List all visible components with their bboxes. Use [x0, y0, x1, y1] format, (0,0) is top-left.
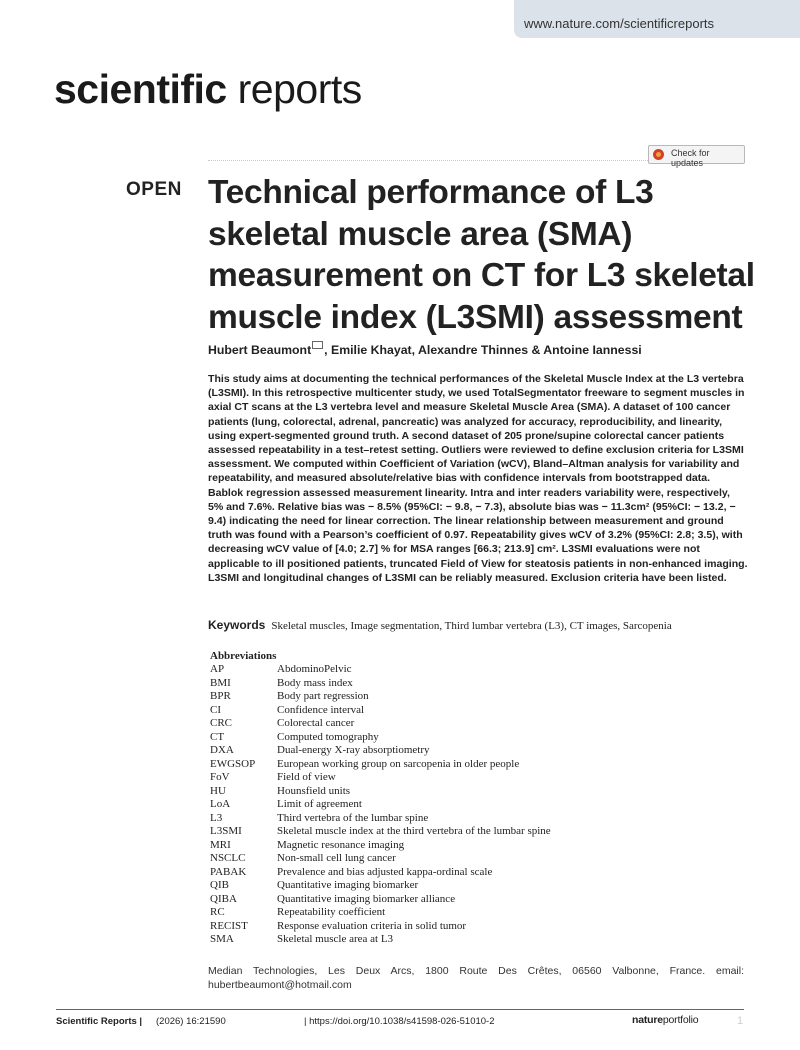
abstract: This study aims at documenting the technical performances of the Skeletal Muscle Index at the L3 vertebra (L3SMI). In this retrospective multicenter study, we used TotalSegmentator freeware to segment muscles in axial CT scans at the L3 vertebra level and measure Skeletal Muscle Area (SMA). A dataset of 100 cancer patients (lung, colorectal, adrenal, pancreatic) was analyzed for accuracy, reproducibility, and linearity, using expert-segmented ground truth. A second dataset of 205 prone/supine colorectal cancer patients assessed repeatability in a test–retest setting. Outliers were reviewed to define exclusion criteria for L3SMI assessment. We computed within Coefficient of Variation (wCV), Bland–Altman analysis for variability and repeatability, and measured absolute/relative bias with confidence intervals from bootstrapped data. Bablok regression assessed measurement linearity. Intra and inter readers variability were, respectively, 5% and 7.6%. Relative bias was − 8.5% (95%CI: − 9.8, − 7.3), absolute bias was − 11.3cm² (95%CI: − 13.2, − 9.4) indicating the need for linear correction. The linear relationship between measurement and ground truth was found with a Pearson’s coefficient of 0.97. Repeatability gives wCV of 3.2% (95%CI: 2.8; 3.5), with decreasing wCV value of [4.0; 2.7] % for MSA ranges [66.3; 213.9] cm². L3SMI evaluations were not applicable to ill positioned patients, truncated Field of View for steatosis patients in non-enhanced imaging. L3SMI and longitudinal changes of L3SMI can be reliably measured. Exclusion criteria have been listed.	[208, 373, 748, 584]
check-for-updates-button[interactable]	[648, 145, 745, 168]
affiliation-email[interactable]: hubertbeaumont@hotmail.com	[208, 979, 352, 991]
abbreviation-row	[210, 731, 551, 745]
abbreviation-term: DXA	[210, 744, 234, 756]
abbreviation-row	[210, 893, 551, 907]
abbreviation-term: CI	[210, 703, 221, 716]
page-number: 1	[737, 1015, 744, 1027]
abbreviation-term: QIB	[210, 879, 229, 891]
publisher-light: portfolio	[662, 1014, 699, 1026]
abbreviation-row	[210, 852, 551, 866]
abbreviation-term: BMI	[210, 676, 231, 689]
abbreviation-row	[210, 704, 551, 718]
abbreviation-term: FoV	[210, 771, 230, 783]
abbreviation-term: MRI	[210, 838, 231, 851]
footer-doi[interactable]: | https://doi.org/10.1038/s41598-026-51010-2	[304, 1016, 495, 1027]
journal-url[interactable]: www.nature.com/scientificreports	[524, 16, 715, 31]
keywords-text: Skeletal muscles, Image segmentation, Third lumbar vertebra (L3), CT images, Sarcopenia	[271, 620, 672, 632]
abbreviation-definition: European working group on sarcopenia in older people	[277, 757, 520, 770]
author-list	[208, 343, 642, 357]
check-for-updates-label: Check for updates	[671, 148, 710, 168]
abbreviation-row	[210, 879, 551, 893]
abbreviation-term: QIBA	[210, 892, 237, 905]
publisher-bold: nature	[632, 1014, 663, 1026]
abbreviation-row	[210, 798, 551, 812]
abbreviation-definition: Third vertebra of the lumbar spine	[277, 811, 429, 824]
abbreviation-row	[210, 920, 551, 934]
journal-url-bar	[514, 0, 800, 38]
keywords-label: Keywords	[208, 618, 266, 632]
abbreviation-definition: Non-small cell lung cancer	[277, 852, 396, 864]
abbreviation-row	[210, 677, 551, 691]
abbreviation-term: L3	[210, 811, 223, 824]
abbreviation-term: PABAK	[210, 865, 247, 878]
abbreviation-definition: Prevalence and bias adjusted kappa-ordinal scale	[277, 865, 493, 878]
abbreviation-definition: Dual-energy X-ray absorptiometry	[277, 744, 430, 756]
abbreviation-definition: Limit of agreement	[277, 798, 362, 810]
abbreviation-definition: Magnetic resonance imaging	[277, 838, 405, 851]
abbreviation-row	[210, 663, 551, 677]
abbreviation-term: RC	[210, 906, 225, 918]
article-title: Technical performance of L3 skeletal muscle area (SMA) measurement on CT for L3 skeletal muscle index (L3SMI) assessment	[208, 174, 755, 336]
abbreviation-term: RECIST	[210, 919, 248, 932]
abbreviation-row	[210, 825, 551, 839]
abbreviation-row	[210, 839, 551, 853]
keywords	[208, 618, 672, 632]
crossmark-icon	[653, 149, 664, 160]
abbreviations-list	[210, 649, 551, 947]
abbreviation-definition: Quantitative imaging biomarker alliance	[277, 892, 456, 905]
logo-light-part: reports	[237, 66, 362, 112]
abbreviation-definition: Computed tomography	[277, 730, 379, 743]
abbreviation-definition: Field of view	[277, 771, 336, 783]
abbreviation-definition: Quantitative imaging biomarker	[277, 879, 419, 891]
footer-volume: (2026) 16:21590	[156, 1016, 226, 1027]
journal-logo[interactable]	[54, 66, 362, 113]
author-corresponding[interactable]: Hubert Beaumont	[208, 343, 312, 357]
abbreviation-definition: Body mass index	[277, 676, 353, 689]
abbreviation-row	[210, 906, 551, 920]
abbreviation-term: HU	[210, 784, 226, 797]
abbreviation-row	[210, 758, 551, 772]
abbreviation-row	[210, 717, 551, 731]
abbreviation-row	[210, 690, 551, 704]
abbreviation-term: BPR	[210, 690, 231, 702]
open-access-badge: OPEN	[126, 179, 182, 200]
abbreviation-row	[210, 933, 551, 947]
abbreviation-term: NSCLC	[210, 852, 246, 864]
affiliation-line: Median Technologies, Les Deux Arcs, 1800 Route Des Crêtes, 06560 Valbonne, France. email:	[208, 965, 744, 977]
footer-divider	[56, 1009, 744, 1010]
abbreviation-definition: Body part regression	[277, 690, 369, 702]
abbreviation-term: LoA	[210, 798, 231, 810]
abbreviation-row	[210, 812, 551, 826]
abbreviation-term: SMA	[210, 933, 234, 945]
abbreviation-row	[210, 785, 551, 799]
abbreviation-term: AP	[210, 663, 225, 675]
abbreviation-term: CT	[210, 730, 225, 743]
abbreviation-definition: Repeatability coefficient	[277, 906, 386, 918]
abbreviation-definition: Response evaluation criteria in solid tumor	[277, 919, 467, 932]
abbreviations-heading: Abbreviations	[210, 650, 277, 662]
author-others: , Emilie Khayat, Alexandre Thinnes & Antoine Iannessi	[324, 343, 642, 357]
abbreviation-definition: Skeletal muscle index at the third vertebra of the lumbar spine	[277, 825, 551, 837]
abbreviation-term: EWGSOP	[210, 757, 256, 770]
abbreviation-row	[210, 866, 551, 880]
abbreviation-definition: Hounsfield units	[277, 784, 351, 797]
logo-bold-part: scientific	[54, 66, 227, 112]
abbreviation-row	[210, 744, 551, 758]
abbreviation-definition: AbdominoPelvic	[277, 663, 352, 675]
envelope-icon[interactable]	[312, 341, 323, 349]
footer-journal: Scientific Reports |	[56, 1016, 143, 1027]
abbreviation-definition: Skeletal muscle area at L3	[277, 933, 394, 945]
abbreviation-term: L3SMI	[210, 825, 242, 837]
abbreviation-term: CRC	[210, 717, 233, 729]
publisher-logo	[632, 1014, 698, 1026]
abbreviation-row	[210, 771, 551, 785]
abbreviation-definition: Colorectal cancer	[277, 717, 355, 729]
abbreviation-definition: Confidence interval	[277, 703, 365, 716]
